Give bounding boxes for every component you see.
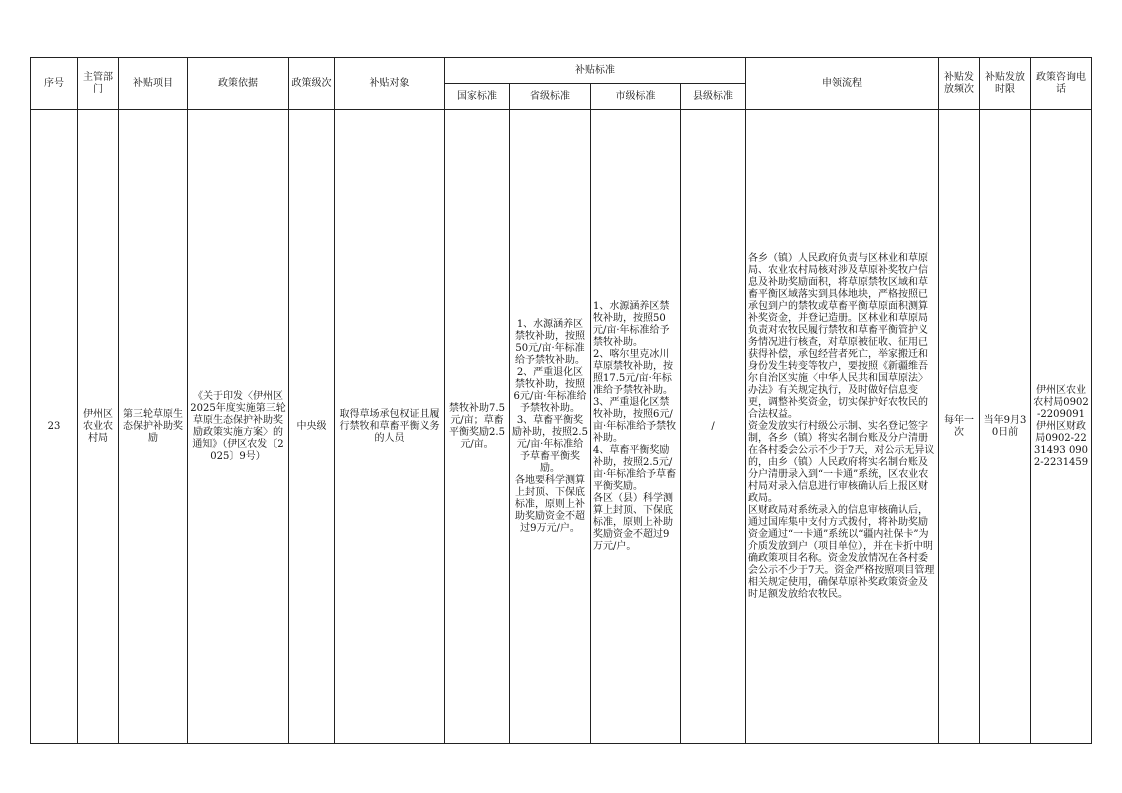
cell-frequency: 每年一次 — [939, 110, 980, 744]
cell-level: 中央级 — [289, 110, 335, 744]
text-line: 各区（县）科学测算上封顶、下保底标准，原则上补助奖励资金不超过9万元/户。 — [593, 492, 673, 552]
text-line: 区财政局对系统录入的信息审核确认后，通过国库集中支付方式拨付，将补助奖励资金通过“一卡通”系统以“疆内社保卡”为介质发放到户（项目单位），并在卡折中明确政策项目名称。资金发放情况在各村委会公示不少于7天。资金严格按照项目管理相关规定使用，确保草原补奖政策资金及时足额发放给农牧民。 — [748, 504, 935, 600]
text-line: 2、严重退化区禁牧补助，按照6元/亩·年标准给予禁牧补助。 — [513, 366, 587, 414]
header-frequency: 补贴发放频次 — [939, 58, 980, 110]
header-target: 补贴对象 — [335, 58, 445, 110]
text-line: 3、严重退化区禁牧补助，按照6元/亩·年标准给予禁牧补助。 — [593, 396, 677, 444]
text-line: 各地要科学测算上封顶、下保底标准，原则上补助奖励资金不超过9万元/户。 — [515, 474, 585, 534]
cell-target: 取得草场承包权证且履行禁牧和草畜平衡义务的人员 — [335, 110, 445, 744]
header-project: 补贴项目 — [119, 58, 188, 110]
text-line: 资金发放实行村级公示制、实名登记签字制，各乡（镇）将实名制台账及分户清册在各村委会公示不少于7天，对公示无异议的，由乡（镇）人民政府将实名制台账及分户清册录入到“一卡通”系统，区农业农村局对录入信息进行审核确认后上报区财政局。 — [748, 420, 935, 504]
cell-seq: 23 — [31, 110, 78, 744]
header-seq: 序号 — [31, 58, 78, 110]
table-row — [31, 110, 1092, 744]
cell-deadline: 当年9月30日前 — [980, 110, 1031, 744]
text-line: 1、水源涵养区禁牧补助，按照50元/亩·年标准给予禁牧补助。 — [515, 318, 585, 366]
text-line: 各乡（镇）人民政府负责与区林业和草原局、农业农村局核对涉及草原补奖牧户信息及补助奖励面积，将草原禁牧区域和草畜平衡区域落实到具体地块，严格按照已承包到户的禁牧或草畜平衡草原面积测算补奖资金，并登记造册。区林业和草原局负责对农牧民履行禁牧和草畜平衡管护义务情况进行核查，对草原被征收、征用已获得补偿，承包经营者死亡，举家搬迁和身份发生转变等牧户，要按照《新疆维吾尔自治区实施〈中华人民共和国草原法〉办法》有关规定执行，及时做好信息变更，调整补奖资金，切实保护好农牧民的合法权益。 — [748, 252, 928, 420]
cell-municipal — [591, 110, 681, 744]
text-line: 2、喀尔里克冰川草原禁牧补助，按照17.5元/亩·年标准给予禁牧补助。 — [593, 348, 673, 396]
header-level: 政策级次 — [289, 58, 335, 110]
header-basis: 政策依据 — [188, 58, 289, 110]
header-procedure: 申领流程 — [746, 58, 939, 110]
cell-national: 禁牧补助7.5元/亩；草畜平衡奖励2.5元/亩。 — [445, 110, 510, 744]
header-municipal: 市级标准 — [591, 84, 681, 110]
cell-basis: 《关于印发〈伊州区2025年度实施第三轮草原生态保护补助奖励政策实施方案〉的通知》（伊区农发〔2025〕9号） — [188, 110, 289, 744]
cell-county: / — [681, 110, 746, 744]
cell-phone: 伊州区农业农村局0902-2209091伊州区财政局0902-2231493 0902-2231459 — [1031, 110, 1092, 744]
header-standard: 补贴标准 — [445, 58, 746, 84]
header-provincial: 省级标准 — [510, 84, 591, 110]
cell-provincial — [510, 110, 591, 744]
header-phone: 政策咨询电话 — [1031, 58, 1092, 110]
text-line: 4、草畜平衡奖励补助，按照2.5元/亩·年标准给予草畜平衡奖励。 — [593, 444, 677, 492]
policy-table — [30, 57, 1092, 744]
header-deadline: 补贴发放时限 — [980, 58, 1031, 110]
header-national: 国家标准 — [445, 84, 510, 110]
cell-procedure — [746, 110, 939, 744]
cell-dept: 伊州区农业农村局 — [78, 110, 119, 744]
cell-project: 第三轮草原生态保护补助奖励 — [119, 110, 188, 744]
header-dept: 主管部门 — [78, 58, 119, 110]
header-row-1 — [31, 58, 1092, 84]
header-county: 县级标准 — [681, 84, 746, 110]
text-line: 1、水源涵养区禁牧补助，按照50元/亩·年标准给予禁牧补助。 — [593, 300, 670, 348]
text-line: 3、草畜平衡奖励补助，按照2.5元/亩·年标准给予草畜平衡奖励。 — [512, 414, 588, 474]
